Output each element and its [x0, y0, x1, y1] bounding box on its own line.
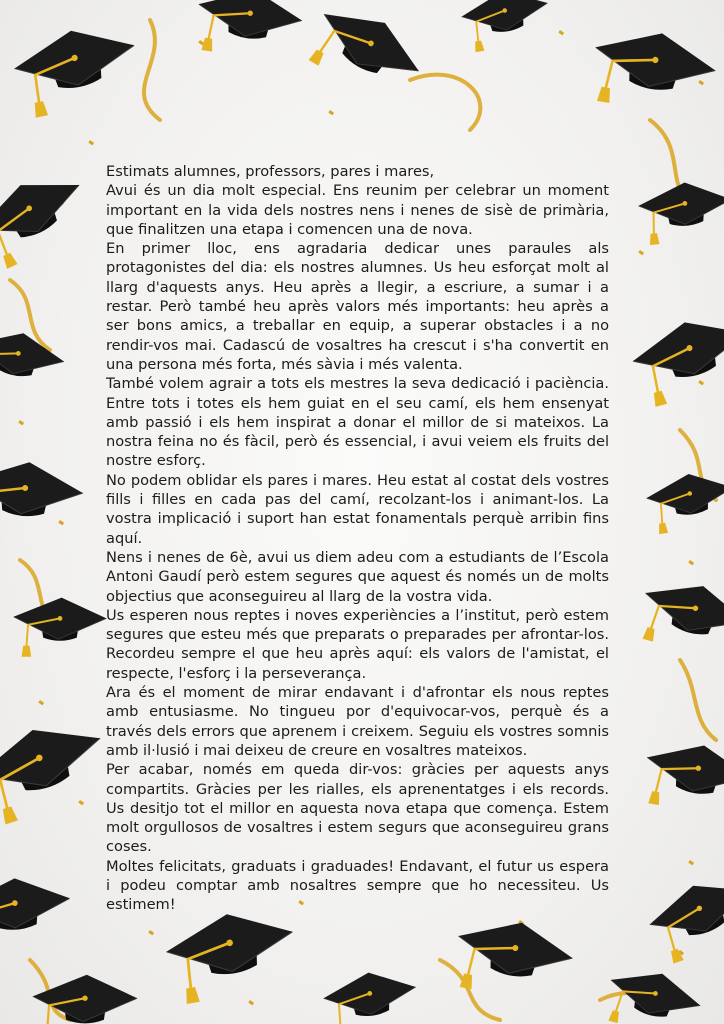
graduation-cap-icon — [193, 0, 306, 63]
gold-ribbon — [680, 660, 716, 740]
graduation-cap-icon — [639, 736, 724, 820]
confetti-piece — [38, 700, 44, 705]
confetti-piece — [688, 860, 694, 865]
graduation-cap-icon — [587, 22, 720, 120]
confetti-piece — [698, 80, 704, 85]
graduation-cap-icon — [0, 457, 85, 541]
paragraph-parents: No podem oblidar els pares i mares. Heu estat al costat dels vostres fills i filles en cada pas del camí, recolzant-los i animant-los. La vostra implicació i suport han estat fonamentals perquè arribin fins aquí. — [106, 471, 609, 547]
graduation-cap-icon — [0, 325, 68, 399]
graduation-cap-icon — [9, 19, 144, 120]
graduation-cap-icon — [644, 468, 724, 535]
paragraph-farewell: Nens i nenes de 6è, avui us diem adeu com a estudiants de l’Escola Antoni Gaudí però estem segures que aquest és només un de molts objectius que aconseguireu al llarg de la vostra vida. — [106, 548, 609, 605]
confetti-piece — [18, 420, 24, 425]
speech-letter — [106, 162, 609, 915]
confetti-piece — [78, 800, 84, 805]
graduation-cap-icon — [627, 308, 724, 410]
confetti-piece — [688, 560, 694, 565]
paragraph-challenges: Us esperen nous reptes i noves experiències a l’institut, però estem segures que esteu més que preparats o preparades per afrontar-los. Recordeu sempre el que heu après aquí: els valors de l'amistat, el respecte, l'esforç i la perseverança. — [106, 606, 609, 682]
greeting: Estimats alumnes, professors, pares i mares, — [106, 163, 435, 180]
confetti-piece — [248, 1000, 254, 1005]
paragraph-closing: Moltes felicitats, graduats i graduades! Endavant, el futur us espera i podeu comptar amb nosaltres sempre que ho necessiteu. Us estimem! — [106, 857, 609, 914]
confetti-piece — [148, 930, 154, 935]
paragraph-future: Ara és el moment de mirar endavant i d'afrontar els nous reptes amb entusiasme. No tingueu por d'equivocar-vos, perquè és a través dels errors que aprenem i creixem. Seguiu els vostres somnis amb il·lusió i mai deixeu de creure en vosaltres mateixos. — [106, 684, 609, 759]
gold-ribbon — [410, 75, 480, 130]
graduation-cap-icon — [300, 0, 431, 110]
confetti-piece — [558, 30, 564, 35]
graduation-cap-icon — [642, 868, 724, 966]
confetti-piece — [328, 110, 334, 115]
confetti-piece — [698, 380, 704, 385]
graduation-cap-icon — [162, 904, 302, 1006]
confetti-piece — [638, 250, 644, 255]
graduation-cap-icon — [0, 874, 74, 954]
graduation-cap-icon — [634, 572, 724, 663]
graduation-cap-icon — [33, 975, 137, 1024]
paragraph-thanks: Per acabar, només em queda dir-vos: gràcies per aquests anys compartits. Gràcies per les rialles, els aprenentatges i els records. Us desitjo tot el millor en aquesta nova etapa que comença. Estem molt orgullosos de vosaltres i estem segurs que aconseguireu grans coses. — [106, 761, 609, 856]
paragraph-students: En primer lloc, ens agradaria dedicar unes paraules als protagonistes del dia: els nostres alumnes. Us heu esforçat molt al llarg d'aquests anys. Heu après a llegir, a escriure, a sumar i a restar. Però també heu après valors més importants: heu après a ser bons amics, a treballar en equip, a superar obstacles i a no rendir-vos mai. Cadascú de vosaltres ha crescut i s'ha convertit en una persona més forta, més sàvia i més valenta. — [106, 240, 609, 373]
gold-ribbon — [144, 20, 160, 120]
graduation-cap-icon — [637, 179, 724, 246]
confetti-piece — [58, 520, 64, 525]
graduation-cap-icon — [321, 966, 421, 1024]
confetti-piece — [88, 140, 94, 145]
paragraph-teachers: També volem agrair a tots els mestres la seva dedicació i paciència. Entre tots i totes els hem guiat en el seu camí, els hem ensenyat amb passió i els hem inspirat a donar el millor de si mateixos. La nostra feina no és fàcil, però és essencial, i avui veiem els fruits del nostre esforç. — [106, 375, 609, 470]
graduation-cap-icon — [0, 711, 116, 828]
graduation-cap-icon — [0, 163, 98, 273]
graduation-cap-icon — [459, 0, 554, 54]
paragraph-intro: Avui és un dia molt especial. Ens reunim per celebrar un moment important en la vida dels nostres nens i nenes de sisè de primària, que finalitzen una etapa i comencen una de nova. — [106, 182, 609, 238]
graduation-cap-icon — [14, 598, 107, 657]
